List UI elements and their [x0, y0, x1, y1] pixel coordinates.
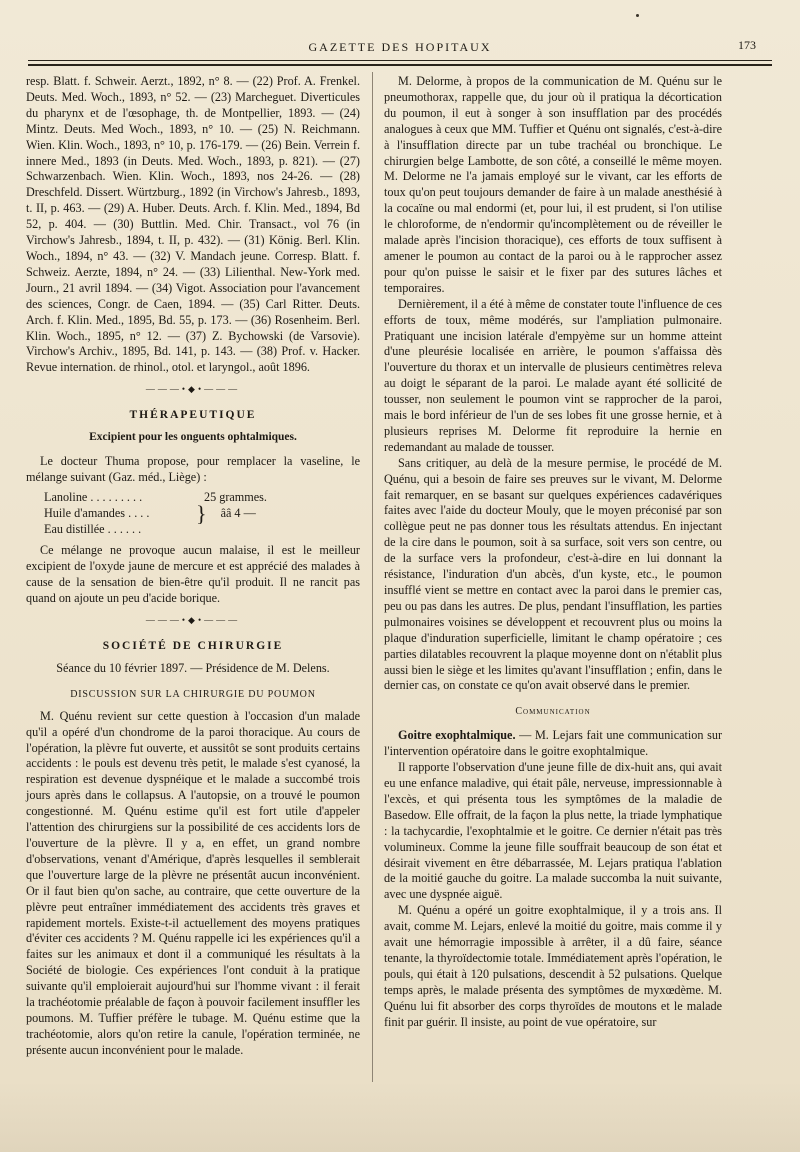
goitre-observation: Il rapporte l'observation d'une jeune fille de dix-huit ans, qui avait eu une enfance maladive, qui était pâle, nerveuse, impressionnable à l'excès, et qui présenta tous les symptômes de la maladie de Basedow. Elle offrait, de la façon la plus nette, la triade lymphatique : la tachycardie, l'exophtalmie et le goitre. Ce dernier n'était pas très volumineux. Comme la jeune fille souffrait beaucoup de son état et désirait vivement en être débarrassée, M. Lejars pratiqua l'ablation de la moitié gauche du goitre. La malade succomba la nuit suivante, avec une dyspnée aiguë. — [384, 760, 722, 902]
communication-heading: Communication — [515, 706, 591, 718]
formula-quantity: 25 grammes. — [204, 489, 267, 504]
delorme-paragraph: M. Delorme, à propos de la communication de M. Quénu sur le pneumothorax, rappelle que, du jour où il pratiqua la décortication du poumon, il eut à songer à son insufflation par des procédés analogues à ceux que MM. Tuffier et Quénu ont signalés, c'est-à-dire à l'insufflation directe par un tube trachéal ou bronchique. Le chirurgien belge Lambotte, de son côté, a conseillé le même moyen. M. Delorme ne l'a jamais employé sur le vivant, car les efforts de toux qu'on peut toujours demander de faire à un malade anesthésié à la cocaïne ou mal endormi (et, pour lui, il est prudent, si l'on utilise le chloroforme, de n'endormir qu'incomplètement ou de réveiller le malade après l'incision thoracique), ces efforts de toux suffisent à amener le poumon au contact de la paroi ou à le rapprocher assez pour qu'on puisse le saisir et le fixer par des sutures lâches et temporaires. — [384, 74, 722, 295]
bibliography-paragraph: resp. Blatt. f. Schweir. Aerzt., 1892, n° 8. — (22) Prof. A. Frenkel. Deuts. Med. Woch., 1893, n° 52. — (23) Marcheguet. Diverticules du pharynx et de l'œsophage, th. de Montpellier, 1893. — (24) Mintz. Deuts. Med Woch., 1893, n° 10. — (25) N. Reichmann. Wien. Klin. Woch., 1893, n° 10, p. 176-179. — (26) Bein. Verrein f. innere Med., 1893 (in Deuts. Med. Woch., 1893, p. 821). — (27) Schwarzenbach. Wien. Klin. Woch., 1893, nos 24-26. — (28) Dreschfeld. Dissert. Würtzburg., 1892 (in Virchow's Jahresb., 1893, t. II, p. 463. — (29) A. Huber. Deuts. Arch. f. Klin. Med., 1894, Bd 52, p. 404. — (30) Buttlin. Med. Chir. Transact., vol 76 (in Virchow's Jahresb., 1894, t. II, p. 432). — (31) König. Berl. Klin. Woch., 1894, n° 43. — (32) V. Mandach jeune. Corresp. Blatt. f. Schweiz. Aerzte, 1894, n° 24. — (33) Lilienthal. New-York med. Journ., 21 avril 1894. — (34) Vigot. Association pour l'avancement des sciences, Congr. de Caen, 1894. — (35) Carl Ritter. Deuts. Arch. f. Klin. Med., 1895, Bd. 55, p. 173. — (36) Rosenheim. Berl. Klin. Woch., 1895, n° 12. — (37) Z. Bychowski (de Varsovie). Virchow's Archiv., 1895, Bd. 141, p. 143. — (38) Prof. v. Hacker. Revue internation. de rhinol., otol. et laryngol., août 1896. — [26, 74, 360, 375]
brace-icon: } — [196, 500, 207, 526]
sans-critiquer-paragraph: Sans critiquer, au delà de la mesure permise, le procédé de M. Quénu, qui a besoin de faire ses preuves sur le vivant, M. Delorme fait remarquer, en se basant sur quelques expériences cadavériques faites avec l'aide du docteur Mouly, que le moyen préconisé par son collègue peut ne pas donner tous les résultats attendus. En injectant de la cire dans le poumon, soit à sa surface, soit vers son centre, ou de la surface vers la profondeur, c'est-à-dire en lui donnant la résistance, l'induration d'un abcès, d'un kyste, etc., le poumon insufflé vient se mettre en contact avec la paroi dans le premier cas, peu ou pas dans les autres. De plus, pendant l'insufflation, les parties pulmonaires voisines se développent et recouvrent plus ou moins la plaque d'induration superficielle, limitant le champ opératoire ; ces parties dilatables recouvrent la plaque moyenne dont on n'établit plus aussi bien le siège et les limites qu'avant l'insufflation ; enfin, dans le dernier cas, on constate ce qu'on avait observé dans le premier. — [384, 455, 722, 693]
dernierement-paragraph: Dernièrement, il a été à même de constater toute l'influence de ces efforts de toux, même modérés, sur l'ampliation pulmonaire. Pratiquant une incision latérale d'empyème sur un homme atteint d'une pleurésie localisée en arrière, le poumon s'affaissa dès l'ouverture du thorax et un intervalle de plusieurs centimètres releva au doigt le séparant de la paroi. Le malade ayant été sollicité de tousser, non seulement le poumon vint se rapprocher de la paroi, mais le bord inférieur de l'un de ses lobes fit une grosse hernie, et à plusieurs reprises M. Delorme fit reproduire la hernie en redemandant au malade de tousser. — [384, 296, 722, 454]
formula-ingredient: Eau distillée . . . . . . — [44, 521, 142, 536]
therapeutique-subheading: Excipient pour les onguents ophtalmiques. — [89, 431, 297, 444]
discussion-heading: DISCUSSION SUR LA CHIRURGIE DU POUMON — [70, 688, 316, 700]
section-separator: ———•◆•——— — [145, 384, 241, 395]
formula-quantity: ââ 4 — — [220, 505, 256, 520]
header-rule-thick — [28, 64, 772, 66]
goitre-title: Goitre exophtalmique. — [398, 728, 516, 743]
ink-speck — [636, 14, 639, 17]
formula-block — [44, 490, 360, 538]
goitre-intro-paragraph — [384, 728, 722, 760]
goitre-intro: — M. Lejars fait une communication sur l'intervention opératoire dans le goitre exophtalmique. — [384, 728, 722, 759]
seance-line: Séance du 10 février 1897. — Présidence de M. Delens. — [56, 660, 330, 675]
header-rule-thin — [28, 60, 772, 61]
section-separator: ———•◆•——— — [145, 615, 241, 626]
formula-ingredient: Lanoline . . . . . . . . . — [44, 489, 143, 504]
societe-heading: SOCIÉTÉ DE CHIRURGIE — [102, 640, 284, 652]
right-column — [384, 74, 722, 1030]
goitre-quenu: M. Quénu a opéré un goitre exophtalmique, il y a trois ans. Il avait, comme M. Lejars, enlevé la moitié du goitre, mais comme il y avait une hémorragie impossible à arrêter, il a dû faire, séance tenante, la thyroïdectomie totale. Immédiatement après l'opération, le pouls, qui était à 120 pulsations, descendit à 52 pulsations. Quelque temps après, le malade présenta des symptômes de myxœdème. M. Quénu lui fit absorber des corps thyroïdes de moutons et le malade finit par guérir. Il insiste, au point de vue opératoire, sur — [384, 903, 722, 1029]
left-column — [26, 74, 360, 1059]
formula-line — [44, 500, 360, 526]
column-divider — [372, 72, 373, 1082]
quenu-paragraph: M. Quénu revient sur cette question à l'occasion d'un malade qu'il a opéré d'un chondrome de la paroi thoracique. Au cours de l'opération, la plèvre fut ouverte, et aussitôt se sont produits certains accidents : le pouls est devenu très petit, le malade s'est cyanosé, la respiration est devenue dyspnéique et le malade a succombé trois jours après dans le collapsus. A l'autopsie, on a trouvé le poumon congestionné. M. Quénu estime qu'il est fort utile d'appeler l'attention des chirurgiens sur la possibilité de ces accidents lors de l'ouverture de la plèvre. Il y a, en effet, un grand nombre d'observations, venant d'Amérique, d'après lesquelles il semblerait que l'ouverture large de la plèvre ne présentât aucun inconvénient. Or il faut bien qu'on sache, au contraire, que cette ouverture de la plèvre peut entraîner immédiatement des accidents très graves et rapidement mortels. Existe-t-il actuellement des moyens pratiques d'éviter ces accidents ? M. Quénu rappelle ici les expériences qu'il a faites sur les animaux et dont il a communiqué les résultats à la Société de biologie. Ces expériences l'ont conduit à la pratique suivante qu'il emploierait aujourd'hui sur l'homme vivant : il ferait la trachéotomie préalable de façon à pouvoir facilement insuffler les poumons. M. Tuffier préfère le tubage. M. Quénu estime que la trachéotomie, alors qu'on retire la canule, l'opération terminée, ne présente aucun inconvénient pour le malade. — [26, 708, 360, 1057]
therapeutique-intro: Le docteur Thuma propose, pour remplacer la vaseline, le mélange suivant (Gaz. méd., Liège) : — [26, 453, 360, 484]
page-number: 173 — [738, 38, 756, 52]
page-header-title: GAZETTE DES HOPITAUX — [308, 40, 492, 54]
formula-ingredient: Huile d'amandes . . . . — [44, 505, 150, 520]
therapeutique-body: Ce mélange ne provoque aucun malaise, il est le meilleur excipient de l'oxyde jaune de mercure et est apprécié des malades à cause de la sensation de bien-être qu'il produit. Il ne rancit pas quand on ajoute un peu d'acide borique. — [26, 543, 360, 606]
therapeutique-heading: THÉRAPEUTIQUE — [129, 409, 257, 422]
page-bottom-shading — [0, 1082, 800, 1152]
